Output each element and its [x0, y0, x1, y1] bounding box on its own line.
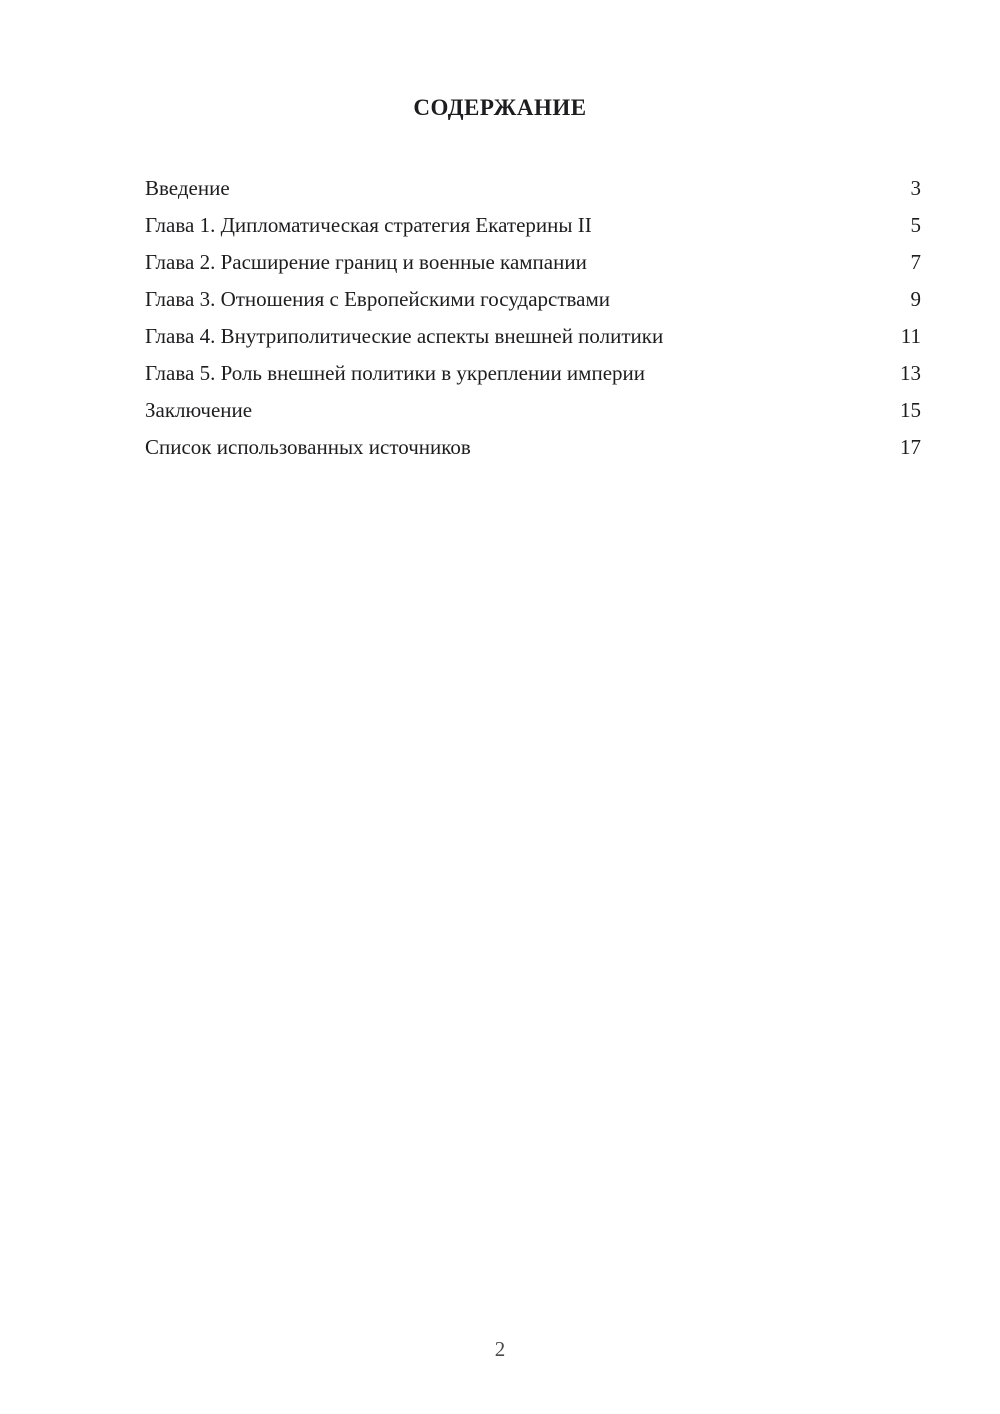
toc-entry-label: Глава 3. Отношения с Европейскими государствами [145, 287, 611, 311]
toc-entry [145, 170, 921, 207]
toc-entry-label: Список использованных источников [145, 435, 471, 459]
toc-entry-label: Введение [145, 176, 230, 200]
toc-entry-label: Заключение [145, 398, 253, 422]
toc-entry-label: Глава 4. Внутриполитические аспекты внешней политики [145, 324, 664, 348]
toc-entry [145, 429, 921, 466]
toc-entry [145, 207, 921, 244]
footer-page-number: 2 [494, 1337, 506, 1361]
toc-entry-label: Глава 5. Роль внешней политики в укреплении империи [145, 361, 645, 385]
toc-entry-label: Глава 1. Дипломатическая стратегия Екатерины II [145, 213, 592, 237]
toc-title: СОДЕРЖАНИЕ [413, 95, 587, 120]
toc-entry [145, 244, 921, 281]
toc-entry-page: 17 [900, 435, 921, 459]
toc-entry-page: 7 [910, 250, 921, 274]
toc-entry-page: 13 [900, 361, 921, 385]
toc-entry-label: Глава 2. Расширение границ и военные кампании [145, 250, 587, 274]
toc-list [145, 170, 921, 466]
toc-entry-page: 5 [910, 213, 921, 237]
toc-entry [145, 281, 921, 318]
toc-entry-page: 15 [900, 398, 921, 422]
toc-entry [145, 355, 921, 392]
toc-entry-page: 9 [910, 287, 921, 311]
toc-entry [145, 392, 921, 429]
toc-entry-page: 11 [900, 324, 921, 348]
toc-entry [145, 318, 921, 355]
toc-entry-page: 3 [910, 176, 921, 200]
